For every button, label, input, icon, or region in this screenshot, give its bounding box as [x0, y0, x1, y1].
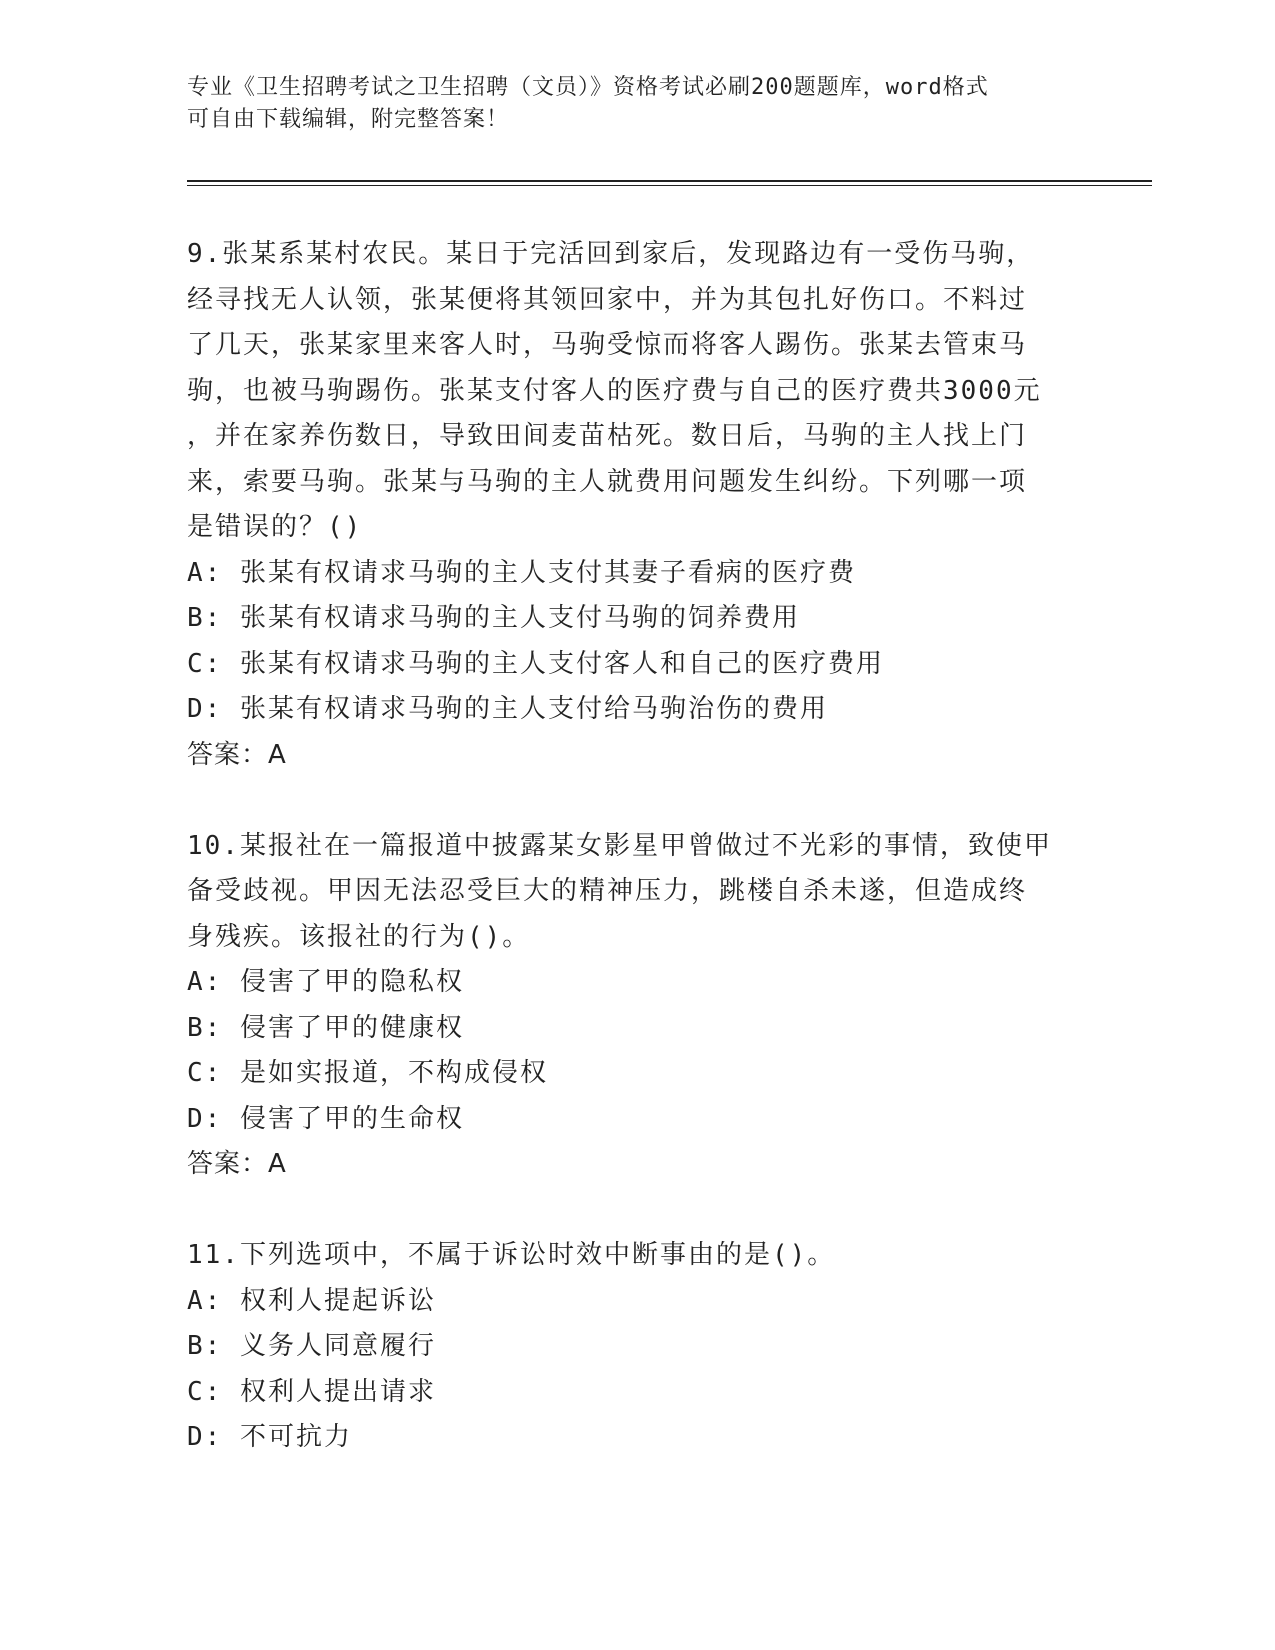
- question-11-line: 11.下列选项中，不属于诉讼时效中断事由的是()。: [187, 1240, 836, 1270]
- question-11-option-a: A: 权利人提起诉讼: [187, 1285, 436, 1316]
- question-10-line: 身残疾。该报社的行为()。: [187, 921, 531, 952]
- question-10-option-a: A: 侵害了甲的隐私权: [187, 967, 464, 997]
- question-11-option-c: C: 权利人提出请求: [187, 1376, 436, 1407]
- document-header: [187, 72, 1087, 136]
- question-11-option-d: D: 不可抗力: [187, 1422, 352, 1452]
- question-9-line: 是错误的？(): [187, 512, 363, 542]
- question-9-option-c: C: 张某有权请求马驹的主人支付客人和自己的医疗费用: [187, 648, 884, 679]
- header-line-1: 专业《卫生招聘考试之卫生招聘（文员）》资格考试必刷200题题库，word格式: [187, 75, 989, 100]
- question-9: [187, 232, 1077, 778]
- question-10: [187, 824, 1077, 1188]
- question-9-line: 来，索要马驹。张某与马驹的主人就费用问题发生纠纷。下列哪一项: [187, 466, 1028, 497]
- question-9-line: 9.张某系某村农民。某日于完活回到家后，发现路边有一受伤马驹，: [187, 239, 1035, 269]
- header-divider-thick: [187, 180, 1152, 182]
- question-9-answer: 答案：A: [187, 739, 287, 770]
- question-10-option-c: C: 是如实报道，不构成侵权: [187, 1058, 548, 1088]
- question-spacer: [187, 778, 1077, 824]
- question-spacer: [187, 1188, 1077, 1234]
- question-list: [187, 232, 1077, 1461]
- question-9-option-b: B: 张某有权请求马驹的主人支付马驹的饲养费用: [187, 603, 800, 633]
- question-9-option-a: A: 张某有权请求马驹的主人支付其妻子看病的医疗费: [187, 557, 856, 588]
- header-line-2: 可自由下载编辑，附完整答案！: [187, 107, 510, 132]
- question-10-option-b: B: 侵害了甲的健康权: [187, 1012, 464, 1043]
- question-9-line: ，并在家养伤数日，导致田间麦苗枯死。数日后，马驹的主人找上门: [187, 421, 1028, 451]
- question-10-line: 备受歧视。甲因无法忍受巨大的精神压力，跳楼自杀未遂，但造成终: [187, 876, 1028, 906]
- question-9-line: 驹，也被马驹踢伤。张某支付客人的医疗费与自己的医疗费共3000元: [187, 375, 1042, 406]
- question-10-answer: 答案：A: [187, 1149, 287, 1179]
- question-10-line: 10.某报社在一篇报道中披露某女影星甲曾做过不光彩的事情，致使甲: [187, 830, 1052, 861]
- question-9-line: 了几天，张某家里来客人时，马驹受惊而将客人踢伤。张某去管束马: [187, 330, 1028, 360]
- question-10-option-d: D: 侵害了甲的生命权: [187, 1103, 464, 1134]
- question-9-option-d: D: 张某有权请求马驹的主人支付给马驹治伤的费用: [187, 694, 828, 724]
- question-11: [187, 1233, 1077, 1461]
- header-divider-thin: [187, 185, 1152, 186]
- question-9-line: 经寻找无人认领，张某便将其领回家中，并为其包扎好伤口。不料过: [187, 284, 1028, 315]
- question-11-option-b: B: 义务人同意履行: [187, 1331, 436, 1361]
